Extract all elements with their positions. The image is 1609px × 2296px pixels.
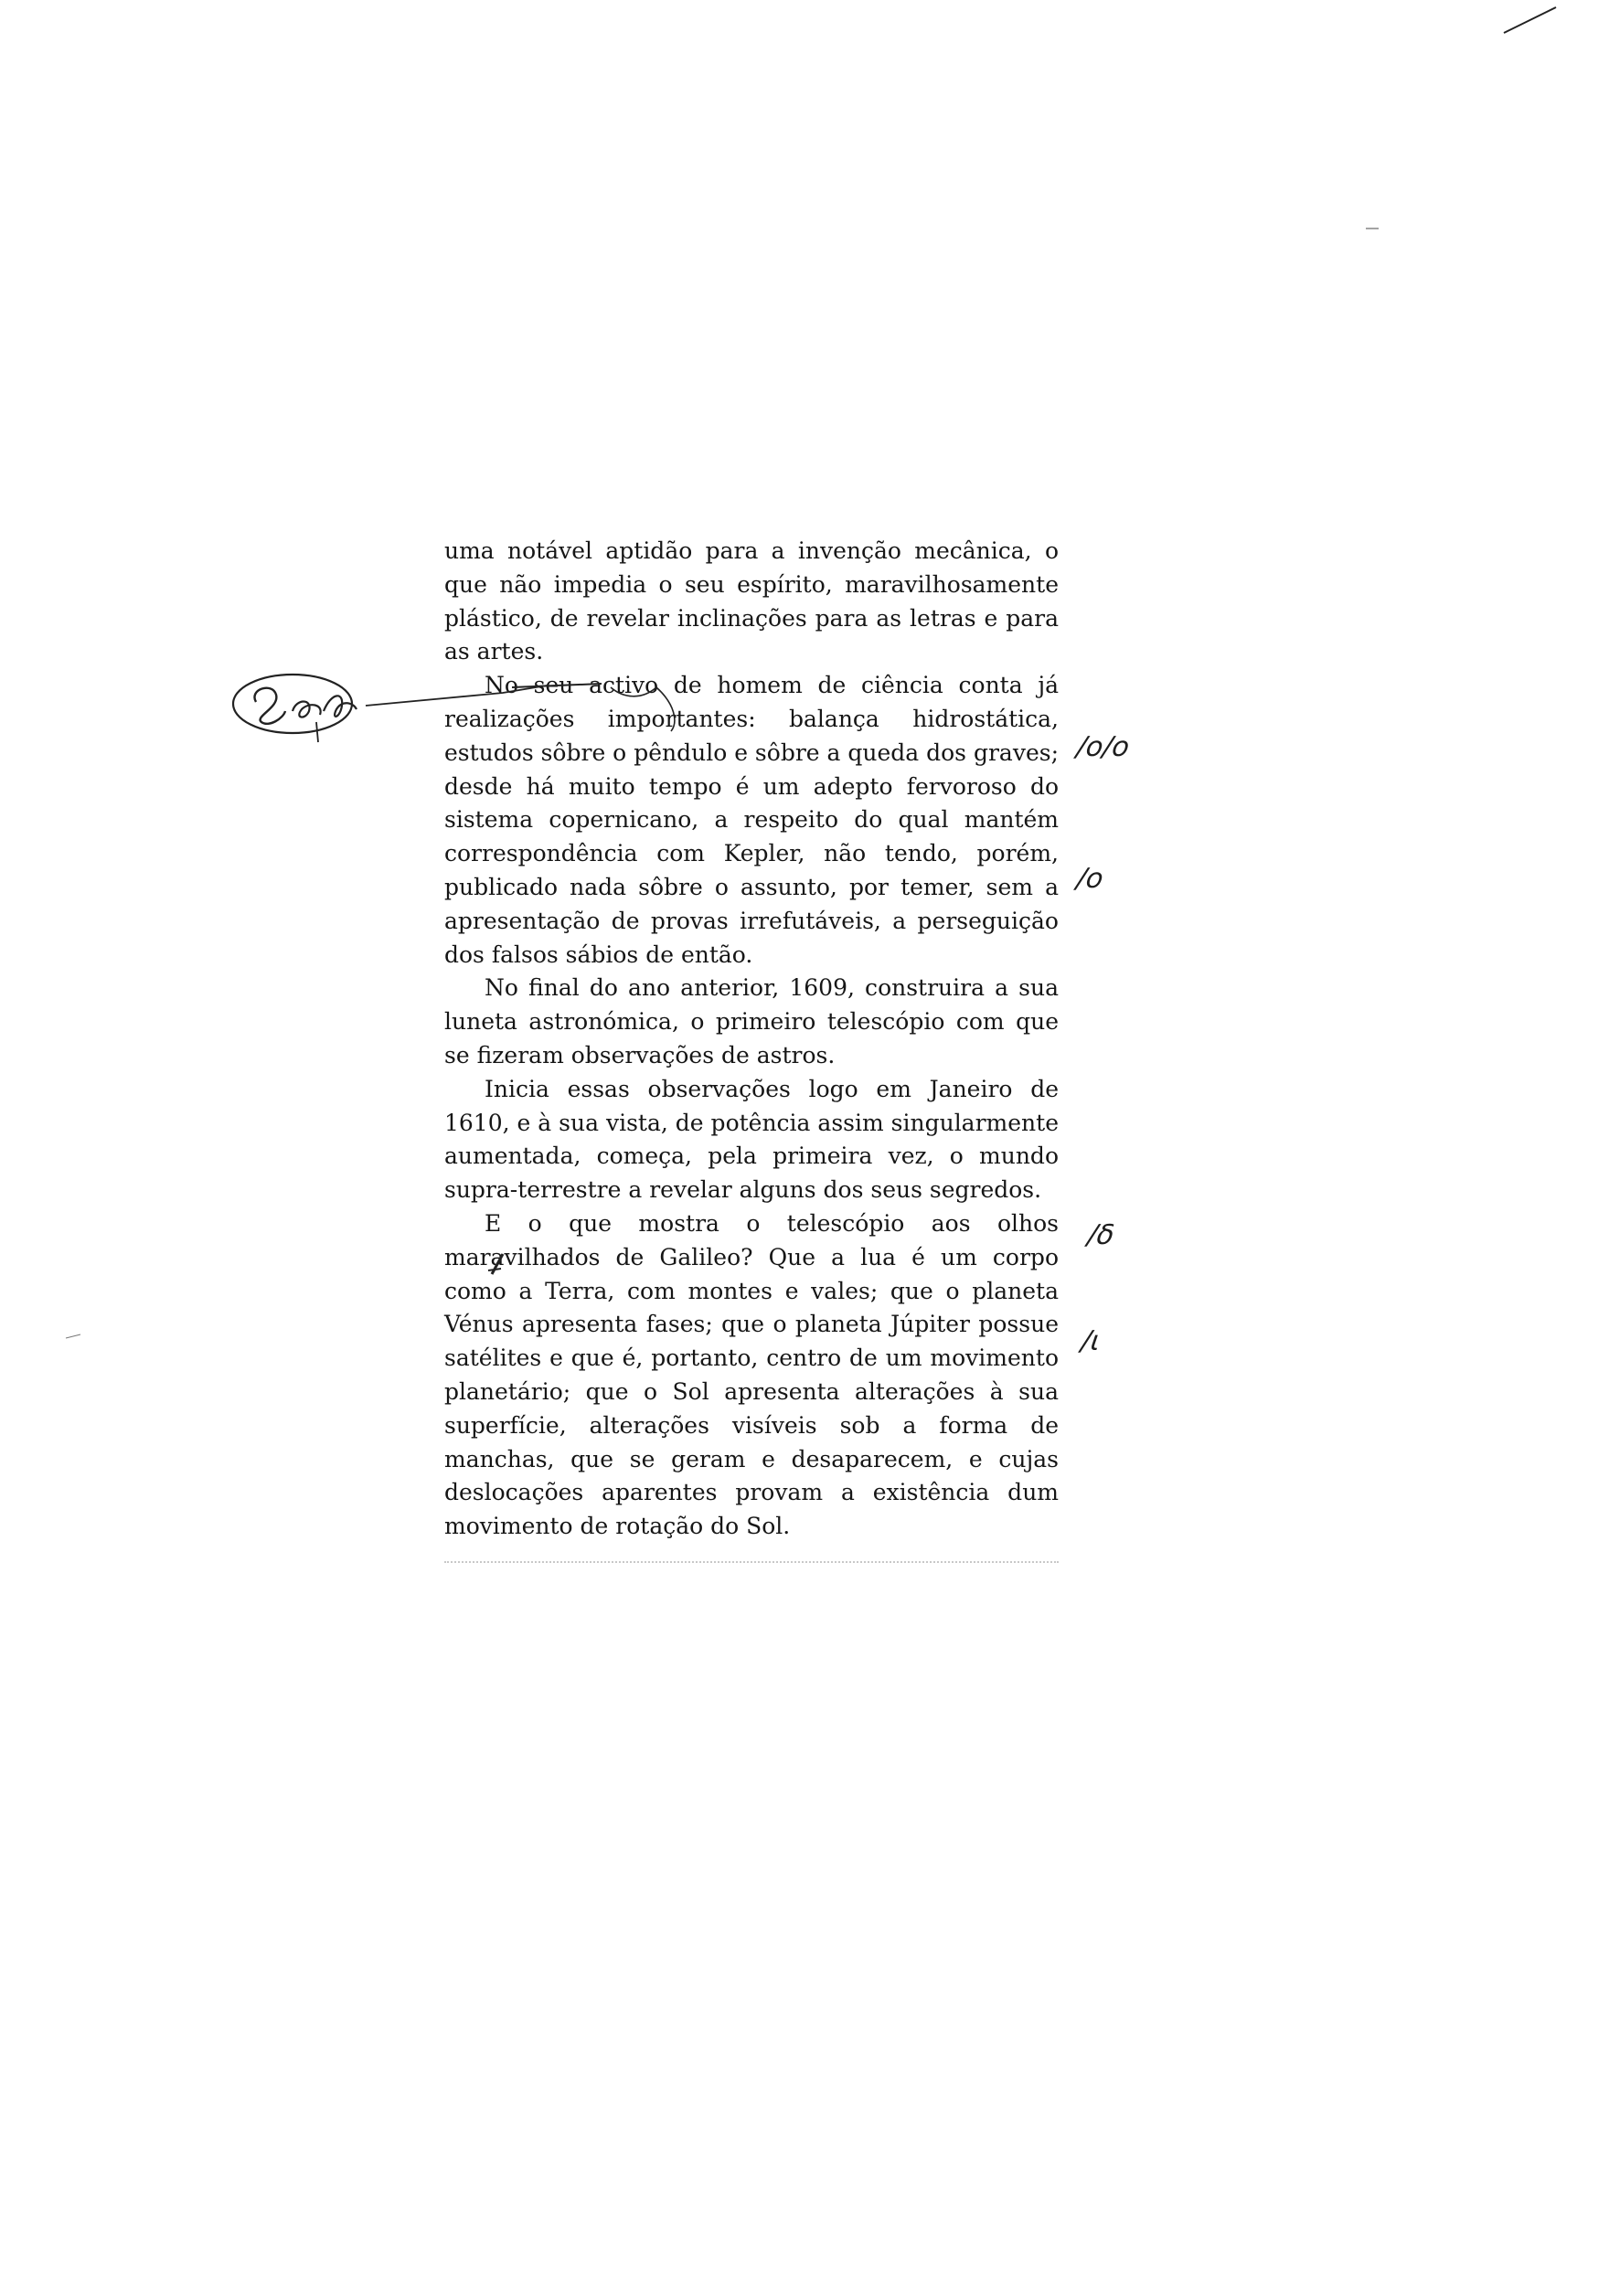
margin-note: /o	[1074, 863, 1105, 895]
paragraph-1: uma notável aptidão para a invenção mecânica, o que não impedia o seu espírito, maravilhosamente plástico, de revelar inclinações para as letras e para as artes.	[444, 537, 1059, 665]
handwritten-signature	[229, 665, 558, 748]
paragraph-2: No seu activo de homem de ciência conta já realizações importantes: balança hidrostática, estudos sôbre o pêndulo e sôbre a queda dos graves; desde há muito tempo é um adepto fervoroso do sistema copernicano, a respeito do qual mantém correspondência com Kepler, não tendo, porém, publicado nada sôbre o assunto, por temer, sem a apresentação de provas irrefutáveis, a perseguição dos falsos sábios de então.	[444, 672, 1059, 968]
page-end-dots	[444, 1561, 1059, 1563]
paragraph-3: No final do ano anterior, 1609, construira a sua luneta astronómica, o primeiro telescópio com que se fizeram observações de astros.	[444, 974, 1059, 1068]
paragraph-5: E o que mostra o telescópio aos olhos maravilhados de Galileo? Que a lua é um corpo como a Terra, com montes e vales; que o planeta Vénus apresenta fases; que o planeta Júpiter possue satélites e que é, portanto, centro de um movimento planetário; que o Sol apresenta alterações à sua superfície, alterações visíveis sob a forma de manchas, que se geram e desaparecem, e cujas deslocações aparentes provam a existência dum movimento de rotação do Sol.	[444, 1209, 1059, 1540]
margin-note: /o/o	[1074, 731, 1132, 763]
margin-note: /ι	[1079, 1325, 1103, 1357]
margin-note: /δ	[1085, 1219, 1116, 1251]
paragraph-4: Inicia essas observações logo em Janeiro de 1610, e à sua vista, de potência assim singularmente aumentada, começa, pela primeira vez, o mundo supra-terrestre a revelar alguns dos seus segredos.	[444, 1075, 1059, 1204]
